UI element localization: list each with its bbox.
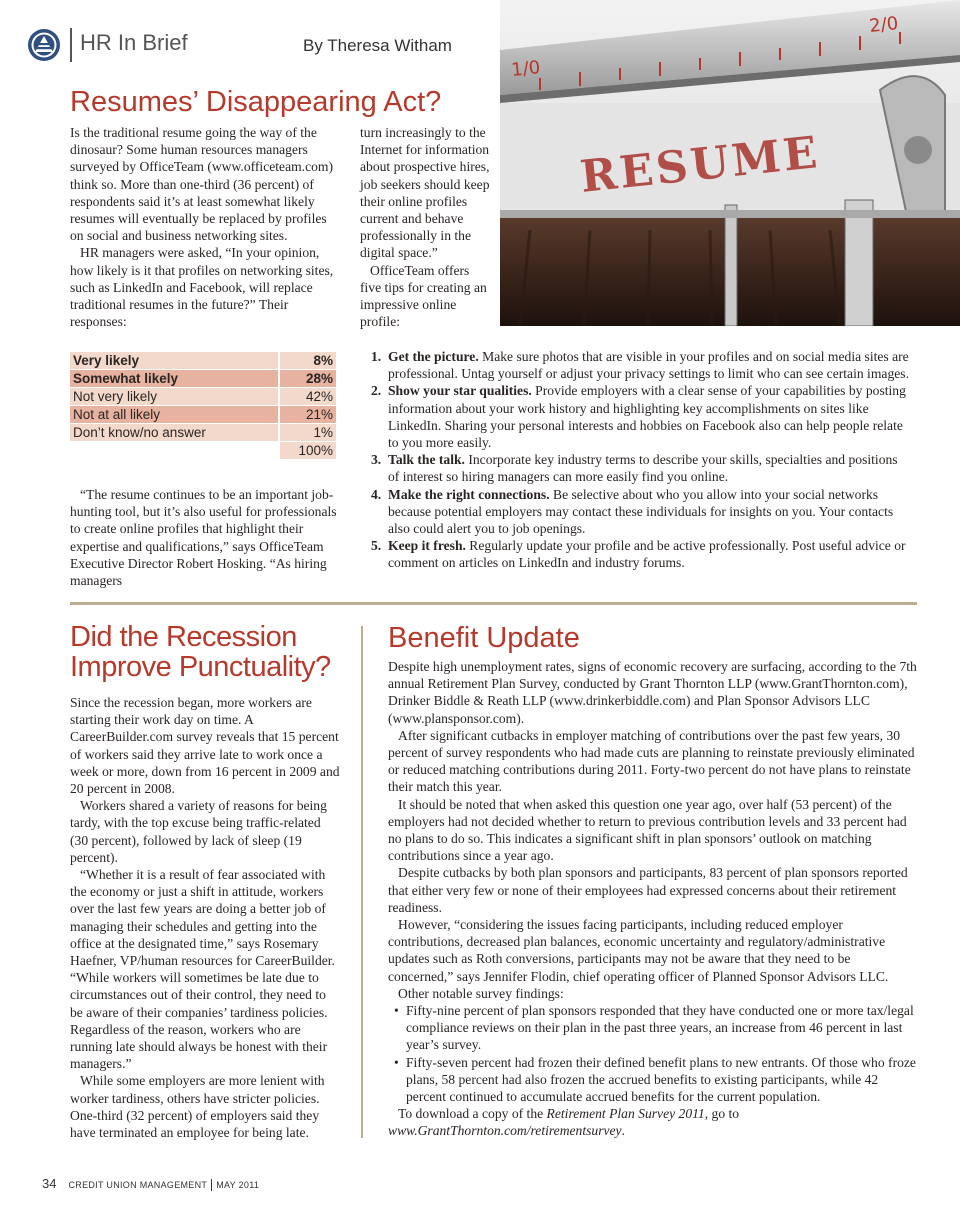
article3-para4: Despite cutbacks by both plan sponsors and participants, 83 percent of plan sponsors reported that either very few or none of their employees had expressed concerns about their retirement readiness. <box>388 865 908 915</box>
tip-number: 1. <box>371 349 382 364</box>
list-item <box>362 348 912 382</box>
tip-title: Get the picture. <box>388 349 479 364</box>
table-cell-value: 1% <box>278 424 336 441</box>
table-row <box>70 370 336 387</box>
issue-date: MAY 2011 <box>216 1180 260 1190</box>
table-row <box>70 388 336 405</box>
tip-title: Make the right connections. <box>388 486 550 502</box>
table-row <box>70 424 336 441</box>
tip-text: Be selective about who you allow into your social networks because potential employers may contact these individuals for insights on you. Your contacts also could alert you to job openings. <box>388 486 894 537</box>
article2-para3: “Whether it is a result of fear associated with the economy or just a shift in attitude, workers over the last few years are doing a better job of managing their schedules and getting into the office at the designated time,” says Rosemary Haefner, VP/human resources for CareerBuilder. “While workers will sometimes be late due to circumstances out of their control, they need to be aware of their companies’ tardiness policies. Regardless of the reason, workers who are running late should always be honest with their managers.” <box>70 867 335 1072</box>
article1-title: Resumes’ Disappearing Act? <box>70 86 442 118</box>
tip-number: 5. <box>371 538 382 554</box>
tips-list <box>362 348 912 572</box>
article3-para2: After significant cutbacks in employer matching of contributions over the past few years, 30 percent of survey respondents who had made cuts are planning to reinstate previously eliminated or reduced matching contributions during 2011. Forty-two percent do not have plans to reinstate their match this year. <box>388 727 915 795</box>
table-cell-value: 21% <box>278 406 336 423</box>
tip-text: Regularly update your profile and be active professionally. Post useful advice or comment on articles on LinkedIn and industry forums. <box>388 538 906 571</box>
table-cell-value: 28% <box>278 370 336 387</box>
table-cell-total: 100% <box>278 442 336 459</box>
table-cell-label: Don’t know/no answer <box>73 425 206 440</box>
article3-para3: It should be noted that when asked this question one year ago, over half (53 percent) of the employers had not decided whether to return to previous contribution levels and 33 percent had no plans to do so. This indicates a significant shift in plan sponsors’ outlook on matching contributions since a year ago. <box>388 796 907 864</box>
tip-number: 2. <box>371 383 382 399</box>
page-number: 34 <box>42 1176 57 1191</box>
list-item <box>362 382 912 451</box>
article3-body <box>388 658 918 1140</box>
table-row <box>70 406 336 423</box>
tip-text: Make sure photos that are visible in your profiles and on social media sites are professional. Untag yourself or adjust your privacy settings to limit who can see certain images. <box>388 349 909 382</box>
text-span: . <box>621 1123 626 1139</box>
ruler-label-left: 1/0 <box>510 57 542 81</box>
list-item <box>362 451 912 485</box>
table-row <box>70 352 336 369</box>
cuna-logo-icon <box>27 28 61 62</box>
tip-number: 4. <box>371 486 382 502</box>
article2-para2: Workers shared a variety of reasons for being tardy, with the top excuse being traffic-related (30 percent), followed by lack of sleep (19 percent). <box>70 798 327 865</box>
table-cell-label: Not very likely <box>73 389 158 404</box>
article2-body <box>70 694 340 1141</box>
article3-para7 <box>388 1105 918 1139</box>
article2-title: Did the Recession Improve Punctuality? <box>70 621 331 683</box>
article1-para5: OfficeTeam offers five tips for creating an impressive online profile: <box>360 262 487 330</box>
article1-para3: “The resume continues to be an important job-hunting tool, but it’s also useful for professionals to create online profiles that highlight their expertise and qualifications,” says OfficeTeam Executive Director Robert Hosking. “As hiring managers <box>70 487 337 589</box>
bullet-icon: • <box>394 1003 399 1019</box>
article1-para2: HR managers were asked, “In your opinion, how likely is it that profiles on networking sites, such as LinkedIn and Facebook, will replace traditional resumes in the future?” Their responses: <box>70 245 334 330</box>
survey-url: www.GrantThornton.com/retirementsurvey <box>388 1123 622 1139</box>
article3-para1: Despite high unemployment rates, signs of economic recovery are surfacing, according to the 7th annual Retirement Plan Survey, conducted by Grant Thornton LLP (www.GrantThornton.com), Drinker Biddle & Reath LLP (www.drinkerbiddle.com) and Plan Sponsor Advisors LLC (www.plansponsor.com). <box>388 659 917 726</box>
table-row-total <box>70 442 336 459</box>
tip-number: 3. <box>371 452 382 468</box>
table-cell-label: Very likely <box>73 353 140 368</box>
list-item <box>362 537 912 571</box>
article1-column1 <box>70 124 340 330</box>
text-span: , go to <box>704 1106 740 1122</box>
tip-title: Show your star qualities. <box>388 383 532 399</box>
byline: By Theresa Witham <box>303 36 452 55</box>
list-item <box>388 1054 918 1106</box>
article3-title: Benefit Update <box>388 622 580 654</box>
table-cell-label: Somewhat likely <box>73 371 179 386</box>
article2-para1: Since the recession began, more workers are starting their work day on time. A CareerBuilder.com survey reveals that 15 percent of workers said they arrive late to work once a week or more, down from 16 percent in 2009 and 20 percent in 2008. <box>70 695 340 797</box>
table-cell-value: 8% <box>278 352 336 369</box>
header-divider <box>70 28 72 62</box>
resume-typewriter-photo <box>500 0 960 326</box>
article3-para5: However, “considering the issues facing participants, including reduced employer contributions, decreased plan balances, economic uncertainty and regulatory/administrative updates such as Roth conversions, participants may not be aware that they need to be concerned,” says Jennifer Flodin, chief operating officer of Planned Sponsor Advisors LLC. <box>388 917 889 984</box>
section-divider <box>70 602 917 605</box>
list-item <box>388 1002 918 1054</box>
bullet-text: Fifty-seven percent had frozen their defined benefit plans to new entrants. Of those who froze plans, 58 percent had also frozen the accrued benefits to existing participants, while 42 percent continued to accumulate accrued benefits for the current population. <box>406 1054 916 1105</box>
survey-title: Retirement Plan Survey 2011 <box>546 1106 705 1122</box>
tip-text: Provide employers with a clear sense of your capabilities by posting information about your work history and highlighting key accomplishments on sites like LinkedIn. Sharing your personal interests and hobbies on Facebook also can help people relate to you more easily. <box>388 383 906 451</box>
bullet-icon: • <box>394 1054 399 1070</box>
footer-divider <box>211 1179 212 1191</box>
bullet-text: Fifty-nine percent of plan sponsors responded that they have conducted one or more tax/legal compliance reviews on their plan in the past three years, an increase from 46 percent in last year’s survey. <box>406 1003 914 1053</box>
list-item <box>362 486 912 538</box>
tip-title: Keep it fresh. <box>388 538 466 554</box>
ruler-label-right: 2/0 <box>868 13 900 37</box>
article1-column1-continued <box>70 486 340 589</box>
survey-table <box>70 351 336 460</box>
table-cell-value: 42% <box>278 388 336 405</box>
article1-para1: Is the traditional resume going the way of the dinosaur? Some human resources managers surveyed by OfficeTeam (www.officeteam.com) think so. More than one-third (36 percent) of respondents said it’s at least somewhat likely resumes will eventually be replaced by profiles on social and business networking sites. <box>70 125 334 244</box>
text-span: To download a copy of the <box>398 1106 547 1122</box>
article1-para4: turn increasingly to the Internet for information about prospective hires, job seekers should keep their online profiles current and behave professionally in the digital space.” <box>360 125 490 261</box>
table-cell-label <box>70 442 278 459</box>
article2-para4: While some employers are more lenient with worker tardiness, others have stricter policies. One-third (32 percent) of employers said they have terminated an employee for being late. <box>70 1073 325 1141</box>
article1-column2 <box>360 124 490 330</box>
column-divider <box>361 626 363 1138</box>
article3-para6: Other notable survey findings: <box>398 985 564 1001</box>
section-title: HR In Brief <box>80 30 188 55</box>
publication-name: CREDIT UNION MANAGEMENT <box>68 1180 208 1190</box>
table-cell-label: Not at all likely <box>73 407 161 422</box>
tip-text: Incorporate key industry terms to describe your skills, specialties and positions of interest so hiring managers can more easily find you online. <box>388 452 898 485</box>
resume-stamp-text: RESUME <box>577 127 823 203</box>
tip-title: Talk the talk. <box>388 452 465 468</box>
page-footer <box>42 1176 259 1191</box>
